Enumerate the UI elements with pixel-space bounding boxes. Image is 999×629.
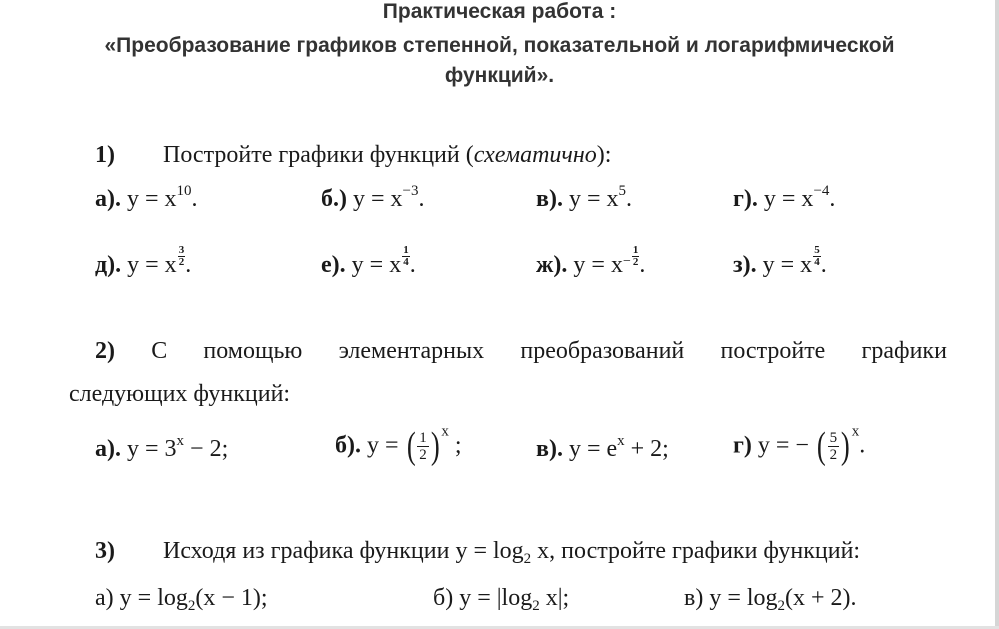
fraction: [828, 430, 840, 463]
task2-heading-line1: [95, 338, 947, 365]
item-exponent: x: [617, 433, 625, 449]
item-formula-tail: (x + 2).: [785, 585, 857, 611]
header-topic-line1: «Преобразование графиков степенной, показательной и логарифмической: [104, 34, 895, 57]
exp-denominator: 4: [814, 256, 820, 268]
exp-numerator: 1: [403, 244, 409, 256]
task1-text-after: ):: [596, 142, 612, 168]
item-label: д).: [95, 252, 122, 278]
right-paren: ): [841, 425, 850, 467]
task2-item-b: [335, 424, 462, 468]
task3-text-after: x, постройте графики функций:: [531, 538, 861, 564]
exp-numerator: 1: [632, 244, 639, 256]
item-end: .: [829, 186, 836, 212]
item-end: .: [409, 252, 416, 278]
task3-number: 3): [95, 538, 115, 564]
denominator: 2: [829, 446, 838, 463]
task3-item-b: [433, 585, 569, 612]
right-paren: ): [430, 425, 440, 467]
item-formula-tail: (x − 1);: [195, 585, 268, 611]
item-end: .: [639, 252, 646, 278]
numerator: 1: [419, 429, 427, 446]
fraction: [417, 430, 429, 463]
item-formula-tail: x|;: [539, 585, 570, 611]
header-topic-line2: функций».: [444, 64, 555, 87]
item-label: г).: [733, 186, 758, 212]
task2-item-g: [733, 424, 865, 468]
task2-item-a: [95, 433, 229, 463]
task3-log-base: 2: [523, 551, 532, 567]
item-exponent: −4: [813, 183, 830, 199]
item-exponent: 10: [176, 183, 192, 199]
task1-text-italic: схематично: [473, 142, 597, 168]
item-formula: y = |log: [459, 585, 533, 611]
item-formula-tail: − 2;: [184, 436, 229, 462]
item-log-base: 2: [777, 598, 786, 614]
task1-text-before: Постройте графики функций (: [163, 142, 474, 168]
left-paren: (: [406, 425, 416, 467]
task2-word: постройте: [720, 338, 826, 364]
task1-item-z: [733, 245, 827, 279]
item-label: з).: [733, 252, 757, 278]
item-exponent: 5: [618, 183, 626, 199]
item-formula: y = e: [568, 436, 618, 462]
item-exponent: −3: [402, 183, 419, 199]
numerator: 5: [829, 429, 838, 446]
item-label: г): [733, 432, 752, 459]
item-exponent: x: [851, 423, 860, 440]
item-label: а).: [95, 436, 121, 462]
task1-item-zh: [536, 245, 645, 279]
item-formula-tail: ;: [448, 432, 462, 459]
task3-heading: [95, 538, 860, 565]
item-formula: y = x: [127, 252, 177, 278]
item-end: .: [418, 186, 425, 212]
item-formula: y = 3: [127, 436, 177, 462]
task1-item-g: [733, 183, 836, 213]
exp-denominator: 2: [178, 256, 185, 268]
task1-heading: [95, 142, 611, 169]
item-exponent: x: [441, 423, 449, 440]
task2-word: С: [151, 338, 168, 364]
task2-number: 2): [95, 338, 115, 364]
exp-denominator: 4: [403, 256, 409, 268]
item-label: в): [684, 585, 704, 611]
item-formula: y =: [367, 432, 405, 459]
task3-item-v: [684, 585, 857, 612]
fraction-exponent: [813, 245, 821, 268]
denominator: 2: [419, 446, 427, 463]
item-label: в).: [536, 186, 563, 212]
item-log-base: 2: [187, 598, 196, 614]
item-label: б): [433, 585, 454, 611]
item-formula: y = x: [353, 186, 403, 212]
task2-word: помощью: [203, 338, 303, 364]
item-label: ж).: [536, 252, 568, 278]
task1-item-d: [95, 245, 191, 279]
item-formula: y = x: [568, 186, 619, 212]
task1-item-a: [95, 183, 198, 213]
item-formula-tail: .: [859, 432, 866, 459]
item-formula: y = log: [119, 585, 188, 611]
task1-item-v: [536, 183, 632, 213]
item-exponent: x: [176, 433, 185, 449]
item-end: .: [191, 186, 198, 212]
task1-item-e: [321, 245, 416, 279]
item-label: б.): [321, 186, 347, 212]
item-end: .: [185, 252, 192, 278]
item-label: а).: [95, 186, 121, 212]
fraction-exponent: [402, 245, 410, 268]
exp-numerator: 5: [814, 244, 820, 256]
item-formula: y = log: [709, 585, 778, 611]
page-edge-right: [995, 0, 999, 629]
exp-numerator: 3: [178, 244, 185, 256]
item-formula: y = x: [127, 186, 177, 212]
item-label: е).: [321, 252, 346, 278]
task3-item-a: [95, 585, 268, 612]
task2-word: графики: [861, 338, 947, 364]
item-formula: y = x: [351, 252, 402, 278]
item-label: в).: [536, 436, 563, 462]
task1-number: 1): [95, 142, 115, 168]
item-label: а): [95, 585, 114, 611]
task2-item-v: [536, 433, 669, 463]
item-formula: y = x: [573, 252, 623, 278]
left-paren: (: [816, 425, 826, 467]
task2-word: элементарных: [338, 338, 485, 364]
exp-sign: −: [622, 254, 631, 269]
exp-denominator: 2: [632, 256, 639, 268]
item-formula: y = x: [763, 186, 814, 212]
item-formula-tail: + 2;: [624, 436, 669, 462]
header-title: Практическая работа :: [382, 0, 617, 23]
item-end: .: [626, 186, 632, 212]
item-formula: y = x: [762, 252, 813, 278]
item-label: б).: [335, 432, 361, 459]
item-end: .: [820, 252, 827, 278]
task2-word: преобразований: [520, 338, 685, 364]
task3-text-before: Исходя из графика функции y = log: [163, 538, 524, 564]
task1-item-b: [321, 183, 425, 213]
task2-heading-line2: следующих функций:: [69, 381, 291, 407]
item-formula: y = −: [757, 432, 815, 459]
item-log-base: 2: [532, 598, 540, 614]
